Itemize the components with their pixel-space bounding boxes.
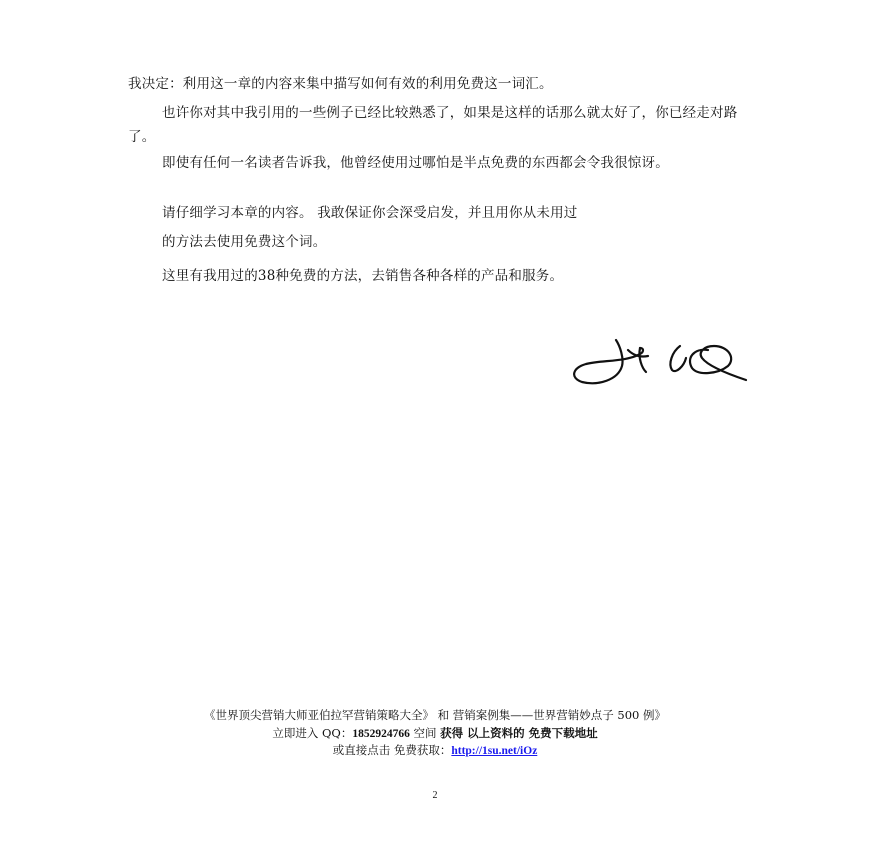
footer-qq-number: 1852924766 — [352, 728, 410, 740]
paragraph-5: 的方法去使用免费这个词。 — [162, 234, 327, 250]
page-number: 2 — [432, 790, 438, 801]
download-link[interactable]: http://1su.net/iOz — [451, 745, 538, 757]
footer-qq-space: 空间 — [409, 726, 441, 740]
footer-link-prefix: 或直接点击 免费获取： — [332, 743, 452, 757]
footer-download-note: 获得 以上资料的 免费下载地址 — [440, 726, 598, 740]
footer-line-1 — [0, 706, 870, 724]
footer-book-titles: 《世界顶尖营销大师亚伯拉罕营销策略大全》 和 营销案例集——世界营销妙点子 500 例》 — [203, 708, 667, 722]
footer-qq-prefix: 立即进入 QQ： — [272, 726, 353, 740]
handwritten-signature-icon — [568, 328, 758, 392]
footer-line-3 — [0, 741, 870, 760]
paragraph-1: 我决定：利用这一章的内容来集中描写如何有效的利用免费这一词汇。 — [128, 76, 553, 92]
paragraph-4: 请仔细学习本章的内容。 我敢保证你会深受启发，并且用你从未用过 — [162, 205, 578, 221]
paragraph-2: 也许你对其中我引用的一些例子已经比较熟悉了，如果是这样的话那么就太好了，你已经走对路了。 — [128, 105, 738, 145]
paragraph-6: 这里有我用过的38种免费的方法，去销售各种各样的产品和服务。 — [162, 268, 564, 284]
paragraph-3: 即使有任何一名读者告诉我，他曾经使用过哪怕是半点免费的东西都会令我很惊讶。 — [162, 155, 669, 171]
